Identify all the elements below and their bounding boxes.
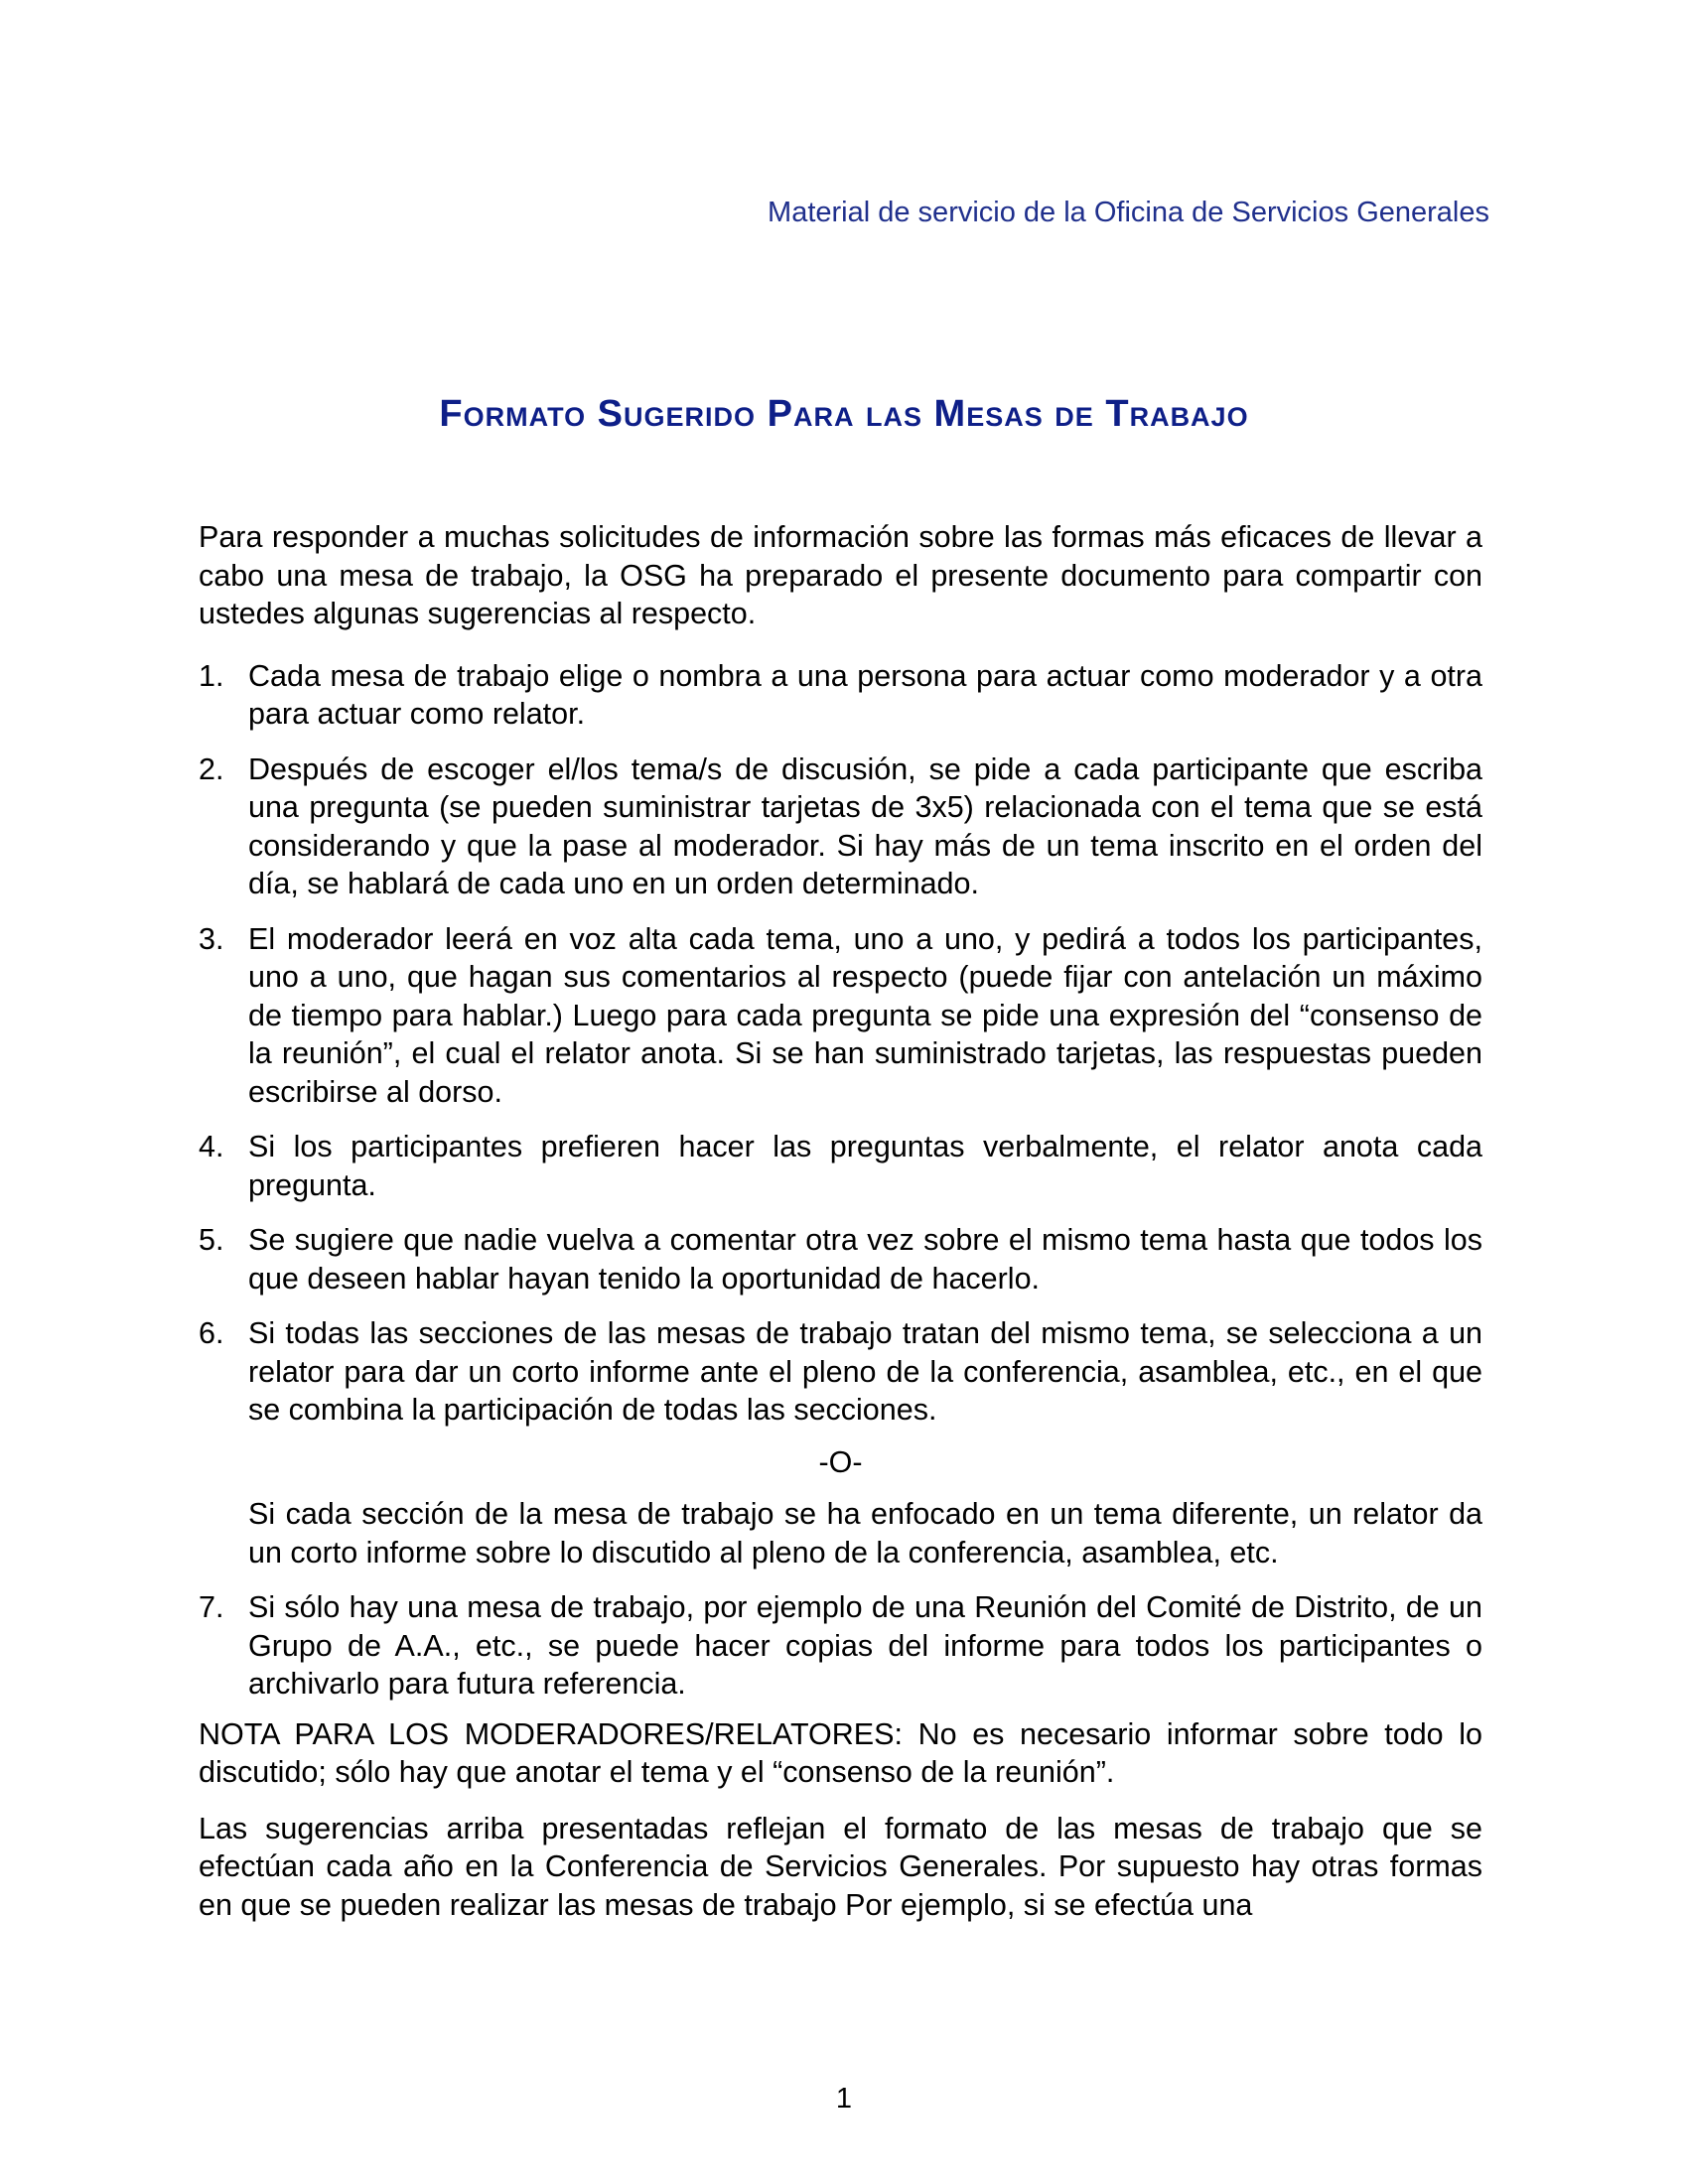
list-item [199,1314,1482,1430]
list-item-number: 1. [199,658,224,693]
intro-paragraph: Para responder a muchas solicitudes de información sobre las formas más eficaces de llevar a cabo una mesa de trabajo, la OSG ha preparado el presente documento para compartir con ustedes algunas sugerencias al respecto. [199,520,1482,630]
list-item-number: 7. [199,1590,224,1624]
list-item [199,1221,1482,1297]
list-item [199,920,1482,1112]
list-item-text: Si los participantes prefieren hacer las preguntas verbalmente, el relator anota cada pregunta. [248,1130,1482,1202]
document-body [199,518,1482,1924]
alternative-paragraph: Si cada sección de la mesa de trabajo se ha enfocado en un tema diferente, un relator da un corto informe sobre lo discutido al pleno de la conferencia, asamblea, etc. [248,1497,1482,1570]
page-header: Material de servicio de la Oficina de Servicios Generales [768,197,1489,228]
steps-list-continued [199,1588,1482,1704]
steps-list [199,657,1482,1430]
list-item [199,1128,1482,1204]
list-item-number: 4. [199,1130,224,1163]
list-item-number: 6. [199,1316,224,1350]
list-item [199,1588,1482,1704]
list-item-text: El moderador leerá en voz alta cada tema, uno a uno, y pedirá a todos los participantes, uno a uno, que hagan sus comentarios al respecto (puede fijar con antelación un máximo de tiempo para hablar.) Luego para cada pregunta se pide una expresión del “consenso de la reunión”, el cual el relator anota. Si se han suministrado tarjetas, las respuestas pueden escribirse al dorso. [248,921,1482,1109]
note-paragraph: NOTA PARA LOS MODERADORES/RELATORES: No es necesario informar sobre todo lo discutido; sólo hay que anotar el tema y el “consenso de la reunión”. [199,1716,1482,1789]
list-item-number: 5. [199,1223,224,1257]
list-item-text: Si todas las secciones de las mesas de trabajo tratan del mismo tema, se selecciona a un relator para dar un corto informe ante el pleno de la conferencia, asamblea, etc., en el que se combina la participación de todas las secciones. [248,1316,1482,1427]
list-item [199,751,1482,903]
separator: -O- [818,1444,863,1479]
list-item-text: Se sugiere que nadie vuelva a comentar otra vez sobre el mismo tema hasta que todos los que deseen hablar hayan tenido la oportunidad de hacerlo. [248,1223,1482,1296]
document-title: Formato Sugerido Para las Mesas de Trabajo [439,393,1249,435]
closing-paragraph: Las sugerencias arriba presentadas reflejan el formato de las mesas de trabajo que se efectúan cada año en la Conferencia de Servicios Generales. Por supuesto hay otras formas en que se pueden realizar las mesas de trabajo Por ejemplo, si se efectúa una [199,1811,1482,1922]
list-item-number: 2. [199,751,224,786]
list-item-text: Después de escoger el/los tema/s de discusión, se pide a cada participante que escriba una pregunta (se pueden suministrar tarjetas de 3x5) relacionada con el tema que se está considerando y que la pase al moderador. Si hay más de un tema inscrito en el orden del día, se hablará de cada uno en un orden determinado. [248,751,1482,900]
list-item [199,657,1482,734]
list-item-text: Si sólo hay una mesa de trabajo, por ejemplo de una Reunión del Comité de Distrito, de un Grupo de A.A., etc., se puede hacer copias del informe para todos los participantes o archivarlo para futura referencia. [248,1590,1482,1701]
page-number: 1 [835,2083,853,2115]
list-item-number: 3. [199,921,224,956]
list-item-text: Cada mesa de trabajo elige o nombra a una persona para actuar como moderador y a otra para actuar como relator. [248,658,1482,731]
